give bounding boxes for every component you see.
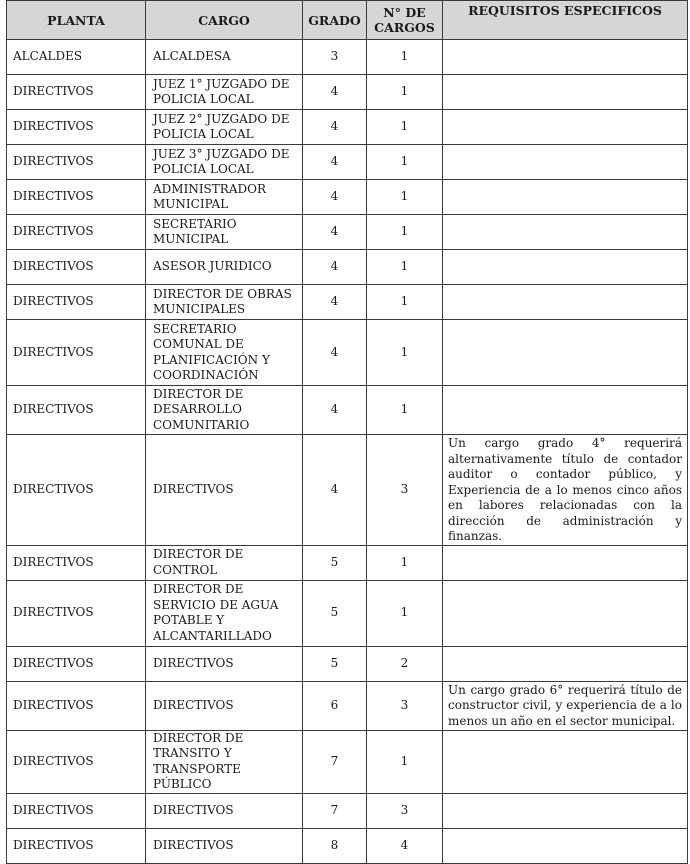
cell-grado: 5 [303,545,367,580]
cell-cargo: DIRECTIVOS [146,828,303,863]
cell-grado: 4 [303,180,367,215]
cell-requisitos [443,40,688,75]
cell-grado: 8 [303,828,367,863]
table-row [7,386,688,435]
table-row [7,828,688,863]
table-row [7,250,688,285]
cell-grado: 4 [303,320,367,386]
cell-cargo: DIRECTIVOS [146,681,303,730]
header-row [7,1,688,40]
cell-cargo: DIRECTOR DE SERVICIO DE AGUA POTABLE Y ALCANTARILLADO [146,580,303,646]
cell-planta: DIRECTIVOS [7,435,146,546]
cell-num-cargos: 1 [367,110,443,145]
cell-grado: 4 [303,435,367,546]
table-row [7,793,688,828]
cell-requisitos [443,320,688,386]
cell-num-cargos: 4 [367,828,443,863]
cell-requisitos [443,145,688,180]
cell-grado: 3 [303,40,367,75]
header-requisitos: REQUISITOS ESPECIFICOS [443,1,688,40]
table-row [7,730,688,793]
cell-grado: 5 [303,580,367,646]
cell-requisitos [443,730,688,793]
cell-requisitos [443,828,688,863]
cell-num-cargos: 3 [367,793,443,828]
cell-grado: 4 [303,215,367,250]
cell-planta: DIRECTIVOS [7,145,146,180]
cell-cargo: DIRECTOR DE CONTROL [146,545,303,580]
cell-num-cargos: 1 [367,180,443,215]
cell-grado: 5 [303,646,367,681]
cell-cargo: JUEZ 2° JUZGADO DE POLICIA LOCAL [146,110,303,145]
table-row [7,75,688,110]
cell-num-cargos: 1 [367,580,443,646]
cell-grado: 4 [303,386,367,435]
cell-num-cargos: 1 [367,320,443,386]
header-cargo: CARGO [146,1,303,40]
cell-num-cargos: 3 [367,435,443,546]
cell-planta: DIRECTIVOS [7,681,146,730]
cell-requisitos [443,386,688,435]
table-row [7,580,688,646]
cell-num-cargos: 1 [367,545,443,580]
cell-num-cargos: 1 [367,145,443,180]
cell-planta: DIRECTIVOS [7,580,146,646]
cell-grado: 4 [303,75,367,110]
cell-requisitos [443,793,688,828]
cell-grado: 4 [303,145,367,180]
header-num-cargos: N° DE CARGOS [367,1,443,40]
cell-planta: DIRECTIVOS [7,75,146,110]
cell-planta: DIRECTIVOS [7,285,146,320]
cell-cargo: ALCALDESA [146,40,303,75]
cell-requisitos [443,110,688,145]
table-row [7,40,688,75]
table-row [7,681,688,730]
cell-cargo: DIRECTIVOS [146,435,303,546]
cell-num-cargos: 1 [367,730,443,793]
cell-planta: DIRECTIVOS [7,180,146,215]
cell-num-cargos: 1 [367,250,443,285]
cell-num-cargos: 1 [367,285,443,320]
cell-requisitos [443,646,688,681]
cell-grado: 6 [303,681,367,730]
cell-requisitos [443,545,688,580]
table-row [7,545,688,580]
cell-grado: 4 [303,285,367,320]
cell-cargo: DIRECTIVOS [146,793,303,828]
cell-num-cargos: 3 [367,681,443,730]
cell-grado: 4 [303,110,367,145]
cell-num-cargos: 1 [367,386,443,435]
table-row [7,145,688,180]
cell-requisitos: Un cargo grado 4° requerirá alternativamente título de contador auditor o contador público, y Experiencia de a lo menos cinco años en labores relacionadas con la dirección de administración y finanzas. [443,435,688,546]
cell-cargo: ADMINISTRADOR MUNICIPAL [146,180,303,215]
cell-planta: DIRECTIVOS [7,545,146,580]
table-row [7,180,688,215]
cell-planta: DIRECTIVOS [7,110,146,145]
cell-planta: ALCALDES [7,40,146,75]
table-row [7,320,688,386]
cell-cargo: SECRETARIO COMUNAL DE PLANIFICACIÓN Y COORDINACIÓN [146,320,303,386]
cell-num-cargos: 1 [367,40,443,75]
table-row [7,110,688,145]
cell-requisitos [443,580,688,646]
cell-grado: 4 [303,250,367,285]
cell-num-cargos: 2 [367,646,443,681]
cell-num-cargos: 1 [367,75,443,110]
cell-cargo: DIRECTOR DE DESARROLLO COMUNITARIO [146,386,303,435]
cell-cargo: DIRECTIVOS [146,646,303,681]
cell-planta: DIRECTIVOS [7,793,146,828]
cell-planta: DIRECTIVOS [7,646,146,681]
cell-planta: DIRECTIVOS [7,730,146,793]
cell-requisitos [443,250,688,285]
header-grado: GRADO [303,1,367,40]
cell-planta: DIRECTIVOS [7,828,146,863]
cell-cargo: JUEZ 1° JUZGADO DE POLICIA LOCAL [146,75,303,110]
cell-planta: DIRECTIVOS [7,320,146,386]
cell-planta: DIRECTIVOS [7,215,146,250]
cell-requisitos: Un cargo grado 6° requerirá título de constructor civil, y experiencia de a lo menos un año en el sector municipal. [443,681,688,730]
cell-requisitos [443,215,688,250]
cell-cargo: ASESOR JURIDICO [146,250,303,285]
cell-grado: 7 [303,730,367,793]
header-planta: PLANTA [7,1,146,40]
cell-planta: DIRECTIVOS [7,386,146,435]
cell-planta: DIRECTIVOS [7,250,146,285]
cell-requisitos [443,285,688,320]
cell-cargo: DIRECTOR DE TRANSITO Y TRANSPORTE PÚBLICO [146,730,303,793]
table-row [7,215,688,250]
table-row [7,285,688,320]
positions-table [6,0,688,864]
cell-grado: 7 [303,793,367,828]
cell-cargo: SECRETARIO MUNICIPAL [146,215,303,250]
cell-cargo: JUEZ 3° JUZGADO DE POLICIA LOCAL [146,145,303,180]
cell-cargo: DIRECTOR DE OBRAS MUNICIPALES [146,285,303,320]
table-row [7,435,688,546]
cell-requisitos [443,180,688,215]
table-row [7,646,688,681]
cell-requisitos [443,75,688,110]
cell-num-cargos: 1 [367,215,443,250]
